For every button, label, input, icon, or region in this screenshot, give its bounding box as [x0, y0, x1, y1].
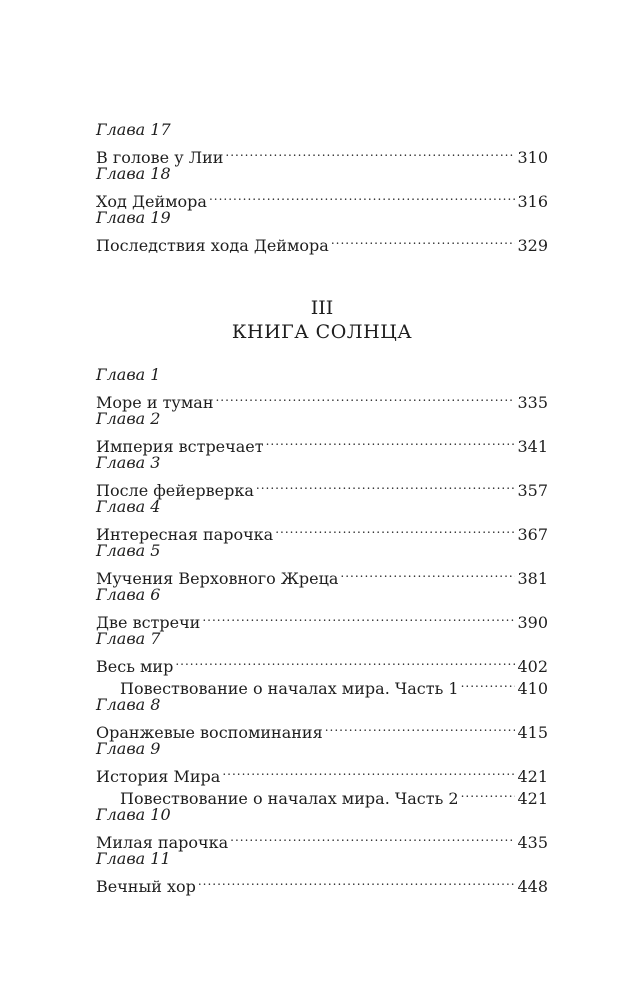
toc-entry[interactable]	[96, 185, 548, 211]
entry-page-number: 335	[517, 393, 548, 412]
entry-title: После фейерверка	[96, 481, 254, 500]
chapter-heading: Глава 6	[96, 585, 161, 604]
chapter-heading: Глава 8	[96, 695, 161, 714]
dot-leader	[198, 870, 516, 892]
entry-page-number: 390	[517, 613, 548, 632]
chapter-heading: Глава 2	[96, 409, 161, 428]
entry-title: Интересная парочка	[96, 525, 274, 544]
entry-title: Мучения Верховного Жреца	[96, 569, 339, 588]
toc-entry[interactable]	[96, 474, 548, 500]
toc-entry[interactable]	[96, 606, 548, 632]
dot-leader	[461, 782, 516, 804]
toc-entry[interactable]	[96, 870, 548, 896]
entry-page-number: 415	[517, 723, 548, 742]
dot-leader	[230, 826, 515, 848]
toc-book-section	[96, 364, 548, 896]
entry-page-number: 341	[517, 437, 548, 456]
dot-leader	[331, 229, 516, 251]
entry-page-number: 435	[517, 833, 548, 852]
toc-entry[interactable]	[96, 650, 548, 676]
entry-page-number: 357	[517, 481, 548, 500]
toc-top-section	[96, 119, 548, 255]
chapter-heading: Глава 10	[96, 805, 171, 824]
entry-page-number: 448	[517, 877, 548, 896]
toc-entry[interactable]	[96, 430, 548, 456]
subentry-title: Повествование о началах мира. Часть 2	[120, 789, 459, 808]
entry-title: Весь мир	[96, 657, 174, 676]
chapter-heading: Глава 1	[96, 365, 161, 384]
entry-page-number: 316	[517, 192, 548, 211]
dot-leader	[340, 562, 515, 584]
toc-entry[interactable]	[96, 229, 548, 255]
entry-page-number: 329	[517, 236, 548, 255]
entry-title: Ход Деймора	[96, 192, 207, 211]
part-heading	[96, 296, 548, 344]
entry-page-number: 310	[517, 148, 548, 167]
dot-leader	[202, 606, 515, 628]
dot-leader	[275, 518, 515, 540]
chapter-heading: Глава 5	[96, 541, 161, 560]
dot-leader	[222, 760, 515, 782]
chapter-heading: Глава 11	[96, 849, 171, 868]
toc-entry[interactable]	[96, 518, 548, 544]
chapter-heading: Глава 18	[96, 164, 171, 183]
entry-title: Вечный хор	[96, 877, 196, 896]
dot-leader	[325, 716, 516, 738]
dot-leader	[175, 650, 515, 672]
dot-leader	[266, 430, 516, 452]
chapter-heading: Глава 3	[96, 453, 161, 472]
chapter-heading: Глава 17	[96, 120, 171, 139]
entry-title: В голове у Лии	[96, 148, 224, 167]
dot-leader	[215, 386, 515, 408]
entry-title: Империя встречает	[96, 437, 264, 456]
toc-entry[interactable]	[96, 386, 548, 412]
entry-title: Милая парочка	[96, 833, 229, 852]
dot-leader	[225, 141, 515, 163]
entry-page-number: 381	[517, 569, 548, 588]
subentry-title: Повествование о началах мира. Часть 1	[120, 679, 459, 698]
entry-page-number: 402	[517, 657, 548, 676]
entry-title: Две встречи	[96, 613, 201, 632]
part-number: III	[310, 297, 334, 319]
dot-leader	[256, 474, 516, 496]
subentry-page-number: 410	[517, 679, 548, 698]
subentry-page-number: 421	[517, 789, 548, 808]
toc-entry[interactable]	[96, 826, 548, 852]
toc-entry[interactable]	[96, 562, 548, 588]
chapter-heading: Глава 4	[96, 497, 161, 516]
entry-page-number: 421	[517, 767, 548, 786]
entry-title: Оранжевые воспоминания	[96, 723, 323, 742]
dot-leader	[209, 185, 515, 207]
entry-title: Море и туман	[96, 393, 214, 412]
toc-entry[interactable]	[96, 141, 548, 167]
toc-entry[interactable]	[96, 760, 548, 786]
part-title: КНИГА СОЛНЦА	[231, 321, 413, 343]
chapter-heading: Глава 9	[96, 739, 161, 758]
chapter-heading: Глава 7	[96, 629, 161, 648]
entry-title: Последствия хода Деймора	[96, 236, 329, 255]
chapter-heading: Глава 19	[96, 208, 171, 227]
toc-entry[interactable]	[96, 716, 548, 742]
entry-page-number: 367	[517, 525, 548, 544]
entry-title: История Мира	[96, 767, 221, 786]
dot-leader	[461, 672, 516, 694]
